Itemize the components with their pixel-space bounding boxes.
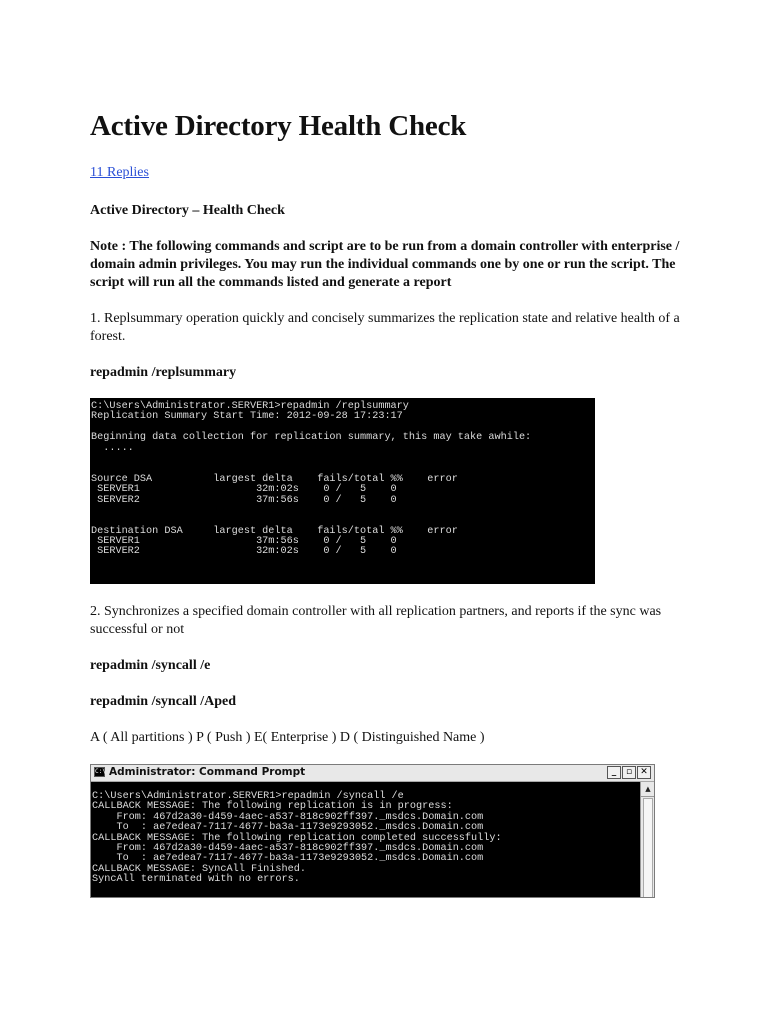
step2-command-syncall-aped: repadmin /syncall /Aped bbox=[90, 694, 236, 709]
replies-link[interactable]: 11 Replies bbox=[90, 165, 149, 180]
step2-description: 2. Synchronizes a specified domain controller with all replication partners, and reports if the sync was successful or not bbox=[90, 604, 662, 637]
scrollbar[interactable] bbox=[640, 782, 655, 897]
cmd-icon: C:\ bbox=[95, 768, 106, 775]
console-line: Source DSA largest delta fails/total %% error bbox=[91, 473, 458, 485]
window-title: Administrator: Command Prompt bbox=[109, 766, 306, 778]
window-title-bar bbox=[91, 765, 654, 782]
minimize-icon[interactable]: _ bbox=[607, 766, 621, 779]
close-icon[interactable]: ✕ bbox=[637, 766, 651, 779]
console-line: Replication Summary Start Time: 2012-09-28 17:23:17 bbox=[91, 411, 403, 423]
console-line: CALLBACK MESSAGE: The following replication is in progress: bbox=[92, 801, 453, 813]
scroll-up-arrow-icon[interactable]: ▲ bbox=[641, 782, 655, 797]
console-line: Beginning data collection for replication summary, this may take awhile: bbox=[91, 432, 532, 444]
scroll-thumb[interactable] bbox=[643, 798, 653, 898]
page-title: Active Directory Health Check bbox=[90, 110, 467, 142]
console-line: To : ae7edea7-7117-4677-ba3a-1173e9293052._msdcs.Domain.com bbox=[92, 853, 484, 865]
console-line: CALLBACK MESSAGE: The following replication completed successfully: bbox=[92, 832, 502, 844]
step2-command-syncall-e: repadmin /syncall /e bbox=[90, 658, 211, 673]
section-heading: Active Directory – Health Check bbox=[90, 203, 285, 218]
syncall-console-output bbox=[91, 782, 640, 897]
replsummary-console-screenshot bbox=[90, 398, 595, 584]
console-line: SERVER1 37m:56s 0 / 5 0 bbox=[91, 536, 397, 548]
console-line: C:\Users\Administrator.SERVER1>repadmin /replsummary bbox=[91, 401, 409, 412]
console-line: From: 467d2a30-d459-4aec-a537-818c902ff397._msdcs.Domain.com bbox=[92, 842, 484, 854]
step1-command: repadmin /replsummary bbox=[90, 365, 237, 380]
console-line: SERVER1 32m:02s 0 / 5 0 bbox=[91, 484, 397, 496]
console-line: Destination DSA largest delta fails/total %% error bbox=[91, 525, 458, 537]
console-line: From: 467d2a30-d459-4aec-a537-818c902ff397._msdcs.Domain.com bbox=[92, 811, 484, 823]
syncall-options: A ( All partitions ) P ( Push ) E( Enterprise ) D ( Distinguished Name ) bbox=[90, 730, 485, 745]
console-line: SERVER2 32m:02s 0 / 5 0 bbox=[91, 546, 397, 558]
console-line bbox=[91, 506, 595, 516]
note-paragraph: Note : The following commands and script are to be run from a domain controller with enterprise / domain admin privileges. You may run the individual commands one by one or run the script. The script will run all the commands listed and generate a report bbox=[90, 239, 680, 290]
console-line: CALLBACK MESSAGE: SyncAll Finished. bbox=[92, 863, 306, 875]
step1-description: 1. Replsummary operation quickly and concisely summarizes the replication state and relative health of a forest. bbox=[90, 311, 680, 344]
console-line: To : ae7edea7-7117-4677-ba3a-1173e9293052._msdcs.Domain.com bbox=[92, 822, 484, 834]
console-line: SERVER2 37m:56s 0 / 5 0 bbox=[91, 494, 397, 506]
command-prompt-window bbox=[90, 764, 655, 898]
console-line bbox=[91, 454, 595, 464]
maximize-icon[interactable]: ▫ bbox=[622, 766, 636, 779]
console-line: SyncAll terminated with no errors. bbox=[92, 874, 300, 886]
console-line: C:\Users\Administrator.SERVER1>repadmin /syncall /e bbox=[92, 791, 404, 802]
console-line: ..... bbox=[91, 442, 134, 454]
